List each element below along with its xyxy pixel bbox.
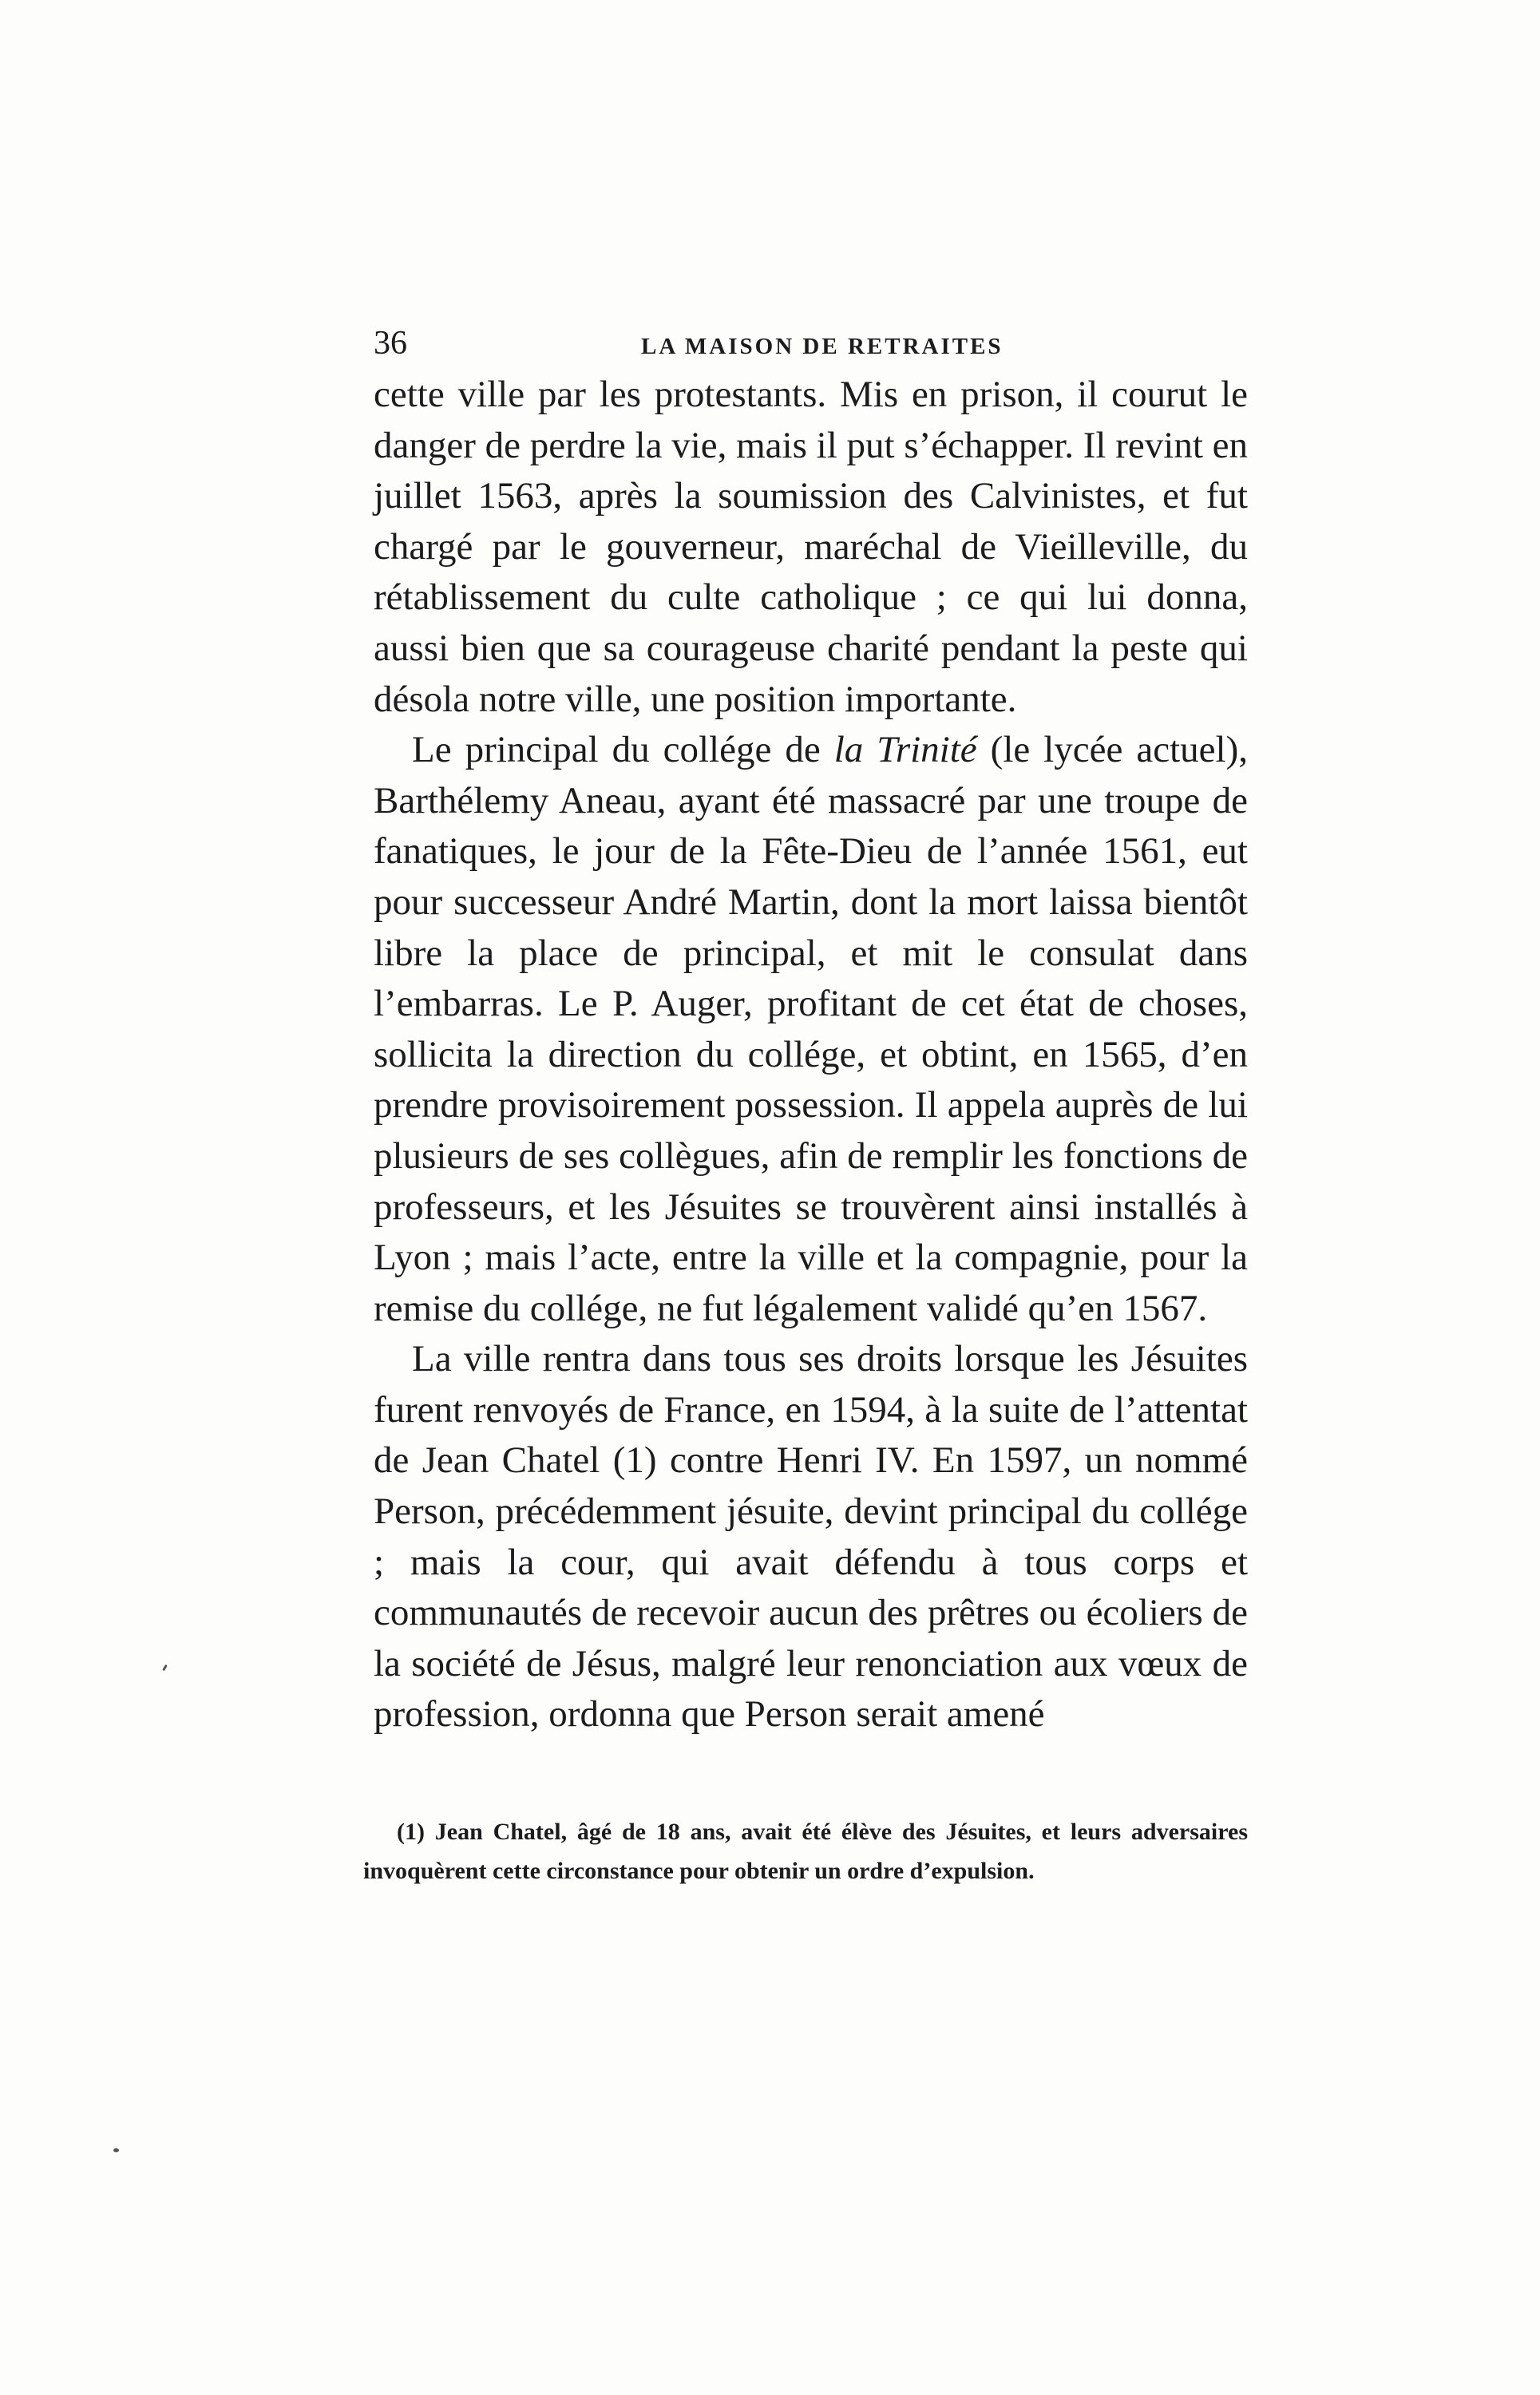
- page-number: 36: [374, 325, 407, 362]
- paragraph-1: cette ville par les protestants. Mis en prison, il courut le danger de perdre la vie, mais il put s’échapper. Il revint en juillet 1563, après la soumission des Calvinistes, et fut chargé par le gouverneur, maréchal de Vieilleville, du rétablissement du culte catholique ; ce qui lui donna, aussi bien que sa courageuse charité pendant la peste qui désola notre ville, une position importante.: [374, 374, 1248, 720]
- body-text: [374, 370, 1248, 1740]
- paragraph-2: [374, 725, 1248, 1334]
- scan-speck: [113, 2148, 119, 2152]
- paragraph-2-rest: (le lycée actuel), Barthélemy Aneau, ayant été massacré par une troupe de fanatiques, le jour de la Fête-Dieu de l’année 1561, eut pour successeur André Martin, dont la mort laissa bientôt libre la place de principal, et mit le consulat dans l’embarras. Le P. Auger, profitant de cet état de choses, sollicita la direction du collége, et obtint, en 1565, d’en prendre provisoirement possession. Il appela auprès de lui plusieurs de ses collègues, afin de remplir les fonctions de professeurs, et les Jésuites se trouvèrent ainsi installés à Lyon ; mais l’acte, entre la ville et la compagnie, pour la remise du collége, ne fut légalement validé qu’en 1567.: [374, 729, 1248, 1329]
- running-title: LA MAISON DE RETRAITES: [641, 334, 1004, 359]
- college-name-italic: la Trinité: [833, 729, 977, 771]
- footnote: (1) Jean Chatel, âgé de 18 ans, avait été élève des Jésuites, et leurs adversaires invoquèrent cette circonstance pour obtenir un ordre d’expulsion.: [363, 1819, 1248, 1884]
- scan-speck: [162, 1665, 168, 1671]
- paragraph-3: La ville rentra dans tous ses droits lorsque les Jésuites furent renvoyés de France, en 1594, à la suite de l’attentat de Jean Chatel (1) contre Henri IV. En 1597, un nommé Person, précédemment jésuite, devint principal du collége ; mais la cour, qui avait défendu à tous corps et communautés de recevoir aucun des prêtres ou écoliers de la société de Jésus, malgré leur renonciation aux vœux de profession, ordonna que Person serait amené: [374, 1338, 1248, 1736]
- paragraph-2-start: Le principal du collége de: [412, 729, 834, 771]
- page-header: [374, 319, 1248, 367]
